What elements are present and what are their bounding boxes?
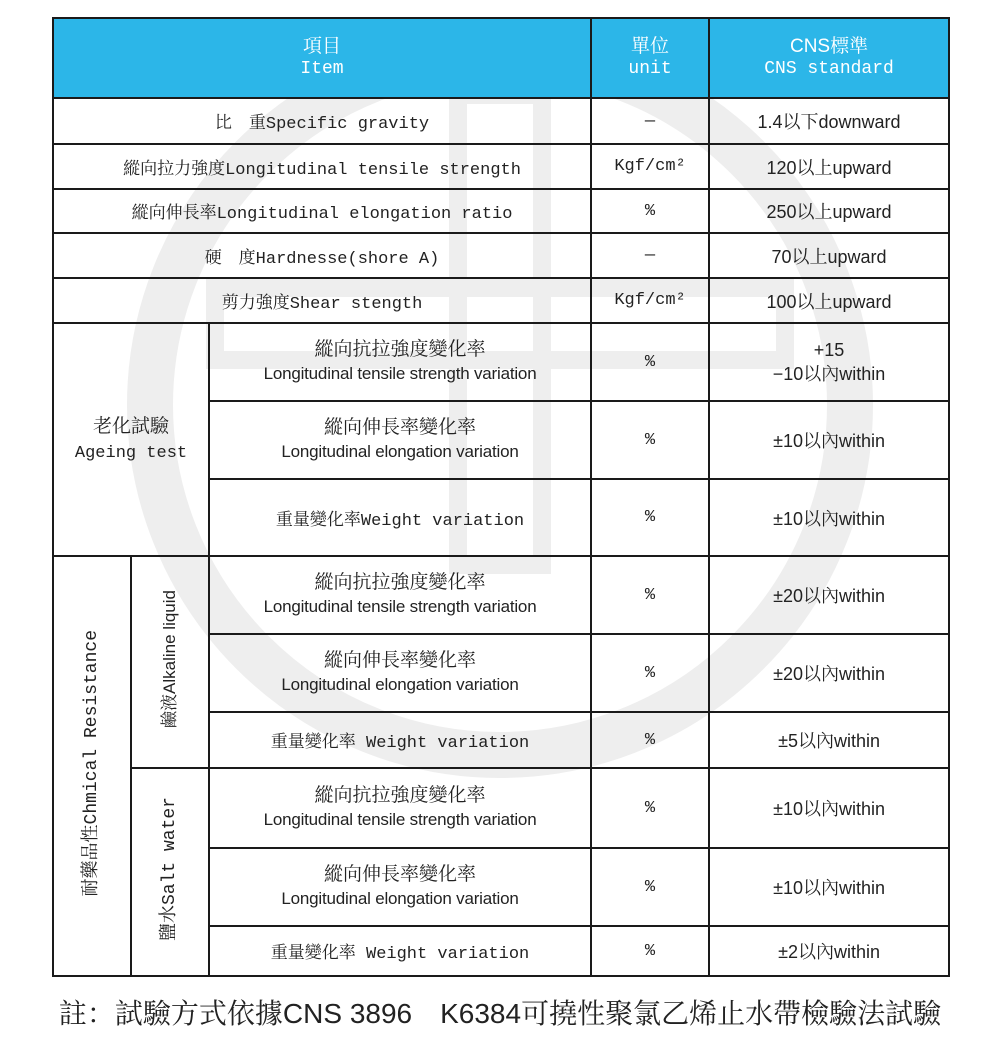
header-standard-cell <box>709 18 949 98</box>
header-item-cell <box>53 18 591 98</box>
unit-cell: % <box>591 634 709 712</box>
standard-cell: 1.4以下downward <box>709 98 949 144</box>
item-cell: 重量變化率 Weight variation <box>209 712 591 768</box>
item-name-zh: 縱向抗拉強度變化率 <box>314 572 486 593</box>
chemical-resistance-label-cell <box>53 556 131 976</box>
ageing-label-en: Ageing test <box>74 443 188 463</box>
specification-table <box>52 17 950 977</box>
unit-cell: Kgf/cm² <box>591 278 709 323</box>
header-row <box>53 18 949 98</box>
item-cell: 比 重Specific gravity <box>53 98 591 144</box>
standard-line-upper: +15 <box>813 340 845 360</box>
standard-cell: ±10以內within <box>709 768 949 848</box>
item-cell <box>209 634 591 712</box>
unit-cell: % <box>591 768 709 848</box>
standard-cell: ±10以內within <box>709 401 949 479</box>
standard-cell: ±20以內within <box>709 634 949 712</box>
item-name-en: Longitudinal elongation variation <box>281 675 519 694</box>
item-cell <box>209 768 591 848</box>
header-unit-en: unit <box>628 59 672 79</box>
unit-cell: — <box>591 98 709 144</box>
item-name-en: Longitudinal elongation variation <box>281 442 519 461</box>
header-unit-zh: 單位 <box>631 36 670 57</box>
standard-cell: ±20以內within <box>709 556 949 634</box>
unit-cell: % <box>591 926 709 976</box>
unit-cell: % <box>591 479 709 556</box>
alkaline-liquid-label-cell <box>131 556 209 768</box>
ageing-test-label-cell <box>53 323 209 556</box>
header-standard-zh: CNS標準 <box>789 36 869 57</box>
standard-cell: 70以上upward <box>709 233 949 278</box>
table-row <box>53 278 949 323</box>
test-method-note: 註：試驗方式依據CNS 3896 K6384可撓性聚氯乙烯止水帶檢驗法試驗 <box>58 998 942 1029</box>
standard-cell <box>709 323 949 401</box>
standard-line-lower: −10以內within <box>772 364 886 384</box>
table-row <box>53 768 949 848</box>
table-row <box>53 98 949 144</box>
table-row <box>53 189 949 233</box>
item-cell <box>209 556 591 634</box>
table-row <box>53 144 949 189</box>
item-cell <box>209 848 591 926</box>
header-unit-cell <box>591 18 709 98</box>
item-name-en: Longitudinal tensile strength variation <box>263 597 537 616</box>
item-name-en: Longitudinal tensile strength variation <box>263 810 537 829</box>
table-row <box>53 233 949 278</box>
item-cell: 硬 度Hardnesse(shore A) <box>53 233 591 278</box>
unit-cell: % <box>591 848 709 926</box>
unit-cell: % <box>591 189 709 233</box>
item-name-zh: 縱向伸長率變化率 <box>324 864 477 885</box>
standard-cell: ±10以內within <box>709 848 949 926</box>
item-cell <box>209 323 591 401</box>
standard-cell: ±2以內within <box>709 926 949 976</box>
unit-cell: % <box>591 323 709 401</box>
item-name-zh: 縱向伸長率變化率 <box>324 417 477 438</box>
item-name-zh: 縱向抗拉強度變化率 <box>314 339 486 360</box>
item-name-en: Longitudinal elongation variation <box>281 889 519 908</box>
chemical-resistance-label: 耐藥品性Chmical Resistance <box>82 629 102 897</box>
salt-water-label-cell <box>131 768 209 976</box>
unit-cell: Kgf/cm² <box>591 144 709 189</box>
item-name-zh: 縱向伸長率變化率 <box>324 650 477 671</box>
standard-cell: ±10以內within <box>709 479 949 556</box>
header-standard-en: CNS standard <box>764 59 894 79</box>
item-cell: 縱向伸長率Longitudinal elongation ratio <box>53 189 591 233</box>
item-cell: 剪力強度Shear stength <box>53 278 591 323</box>
ageing-label-zh: 老化試驗 <box>92 415 169 437</box>
alkaline-liquid-label: 鹼液Alkaline liquid <box>160 590 179 728</box>
standard-cell: 100以上upward <box>709 278 949 323</box>
unit-cell: % <box>591 401 709 479</box>
item-cell <box>209 401 591 479</box>
standard-cell: 120以上upward <box>709 144 949 189</box>
unit-cell: % <box>591 712 709 768</box>
unit-cell: % <box>591 556 709 634</box>
table-row <box>53 556 949 634</box>
table-row <box>53 323 949 401</box>
item-cell: 重量變化率Weight variation <box>209 479 591 556</box>
item-name-zh: 縱向抗拉強度變化率 <box>314 785 486 806</box>
standard-cell: 250以上upward <box>709 189 949 233</box>
header-item-en: Item <box>300 59 344 79</box>
salt-water-label: 鹽水Salt water <box>160 796 180 942</box>
item-cell: 縱向拉力強度Longitudinal tensile strength <box>53 144 591 189</box>
item-name-en: Longitudinal tensile strength variation <box>263 364 537 383</box>
standard-cell: ±5以內within <box>709 712 949 768</box>
unit-cell: — <box>591 233 709 278</box>
header-item-zh: 項目 <box>303 36 342 57</box>
item-cell: 重量變化率 Weight variation <box>209 926 591 976</box>
